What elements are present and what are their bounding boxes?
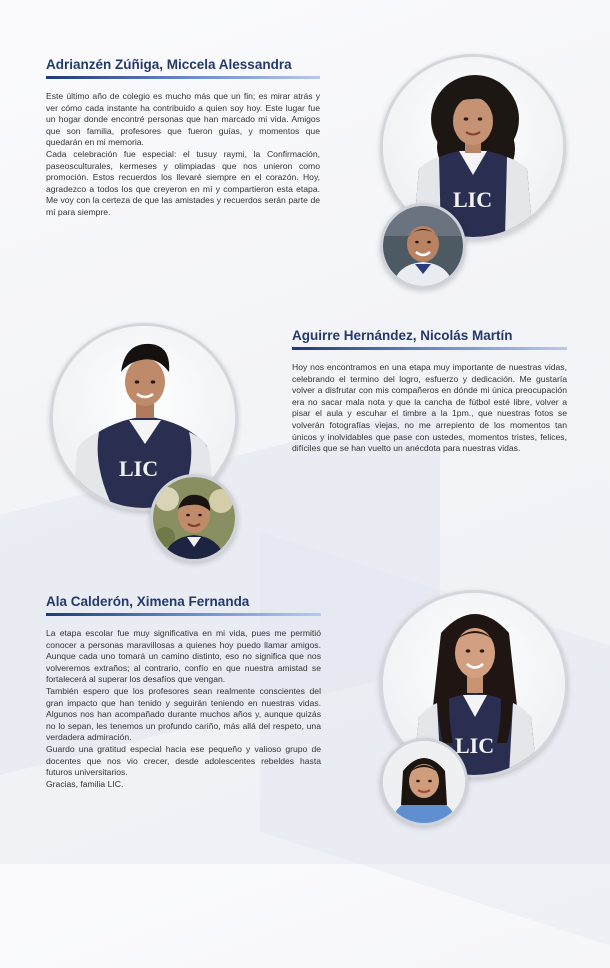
message-paragraph: Hoy nos encontramos en una etapa muy importante de nuestras vidas, celebrando el termino del logro, esfuerzo y dedicación. Me gustaría volver a disfrutar con mis compañeros en dónde mi única preocupación era no sacar mala nota y que la cancha de fútbol esté libre, volver a pisar el aula y escuhar el timbre a la 1pm., que nuestras fotos se volverán fotografías viejas, no me arrepiento de los momentos tan únicos y inolvidables que pase con ustedes, momentos tristes, felices, difíciles que se han vuelto un anécdota para nuestras vidas. [292,362,567,454]
childhood-photo [380,203,466,289]
jacket-logo: LIC [453,187,493,212]
student-name: Ala Calderón, Ximena Fernanda [46,594,250,609]
jacket-logo: LIC [119,456,159,481]
childhood-photo [150,474,238,562]
student-message [292,362,567,455]
message-paragraph: También espero que los profesores sean realmente conscientes del gran impacto que han tenido y seguirán teniendo en nuestras vidas. Algunos nos han acompañado durante muchos años y, aunque quizás no lo sepan, les tenemos un profundo cariño, más allá del respeto, una verdadera admiración. [46,685,321,743]
message-paragraph: Este último año de colegio es mucho más que un fin; es mirar atrás y ver cómo cada instante ha contribuido a quien soy hoy. Este lugar fue un hogar donde encontré personas que han marcado mi vida. Amigos que son familia, profesores que fueron guías, y momentos que quedarán en mi memoria. [46,91,320,148]
message-paragraph: Guardo una gratitud especial hacia ese pequeño y valioso grupo de docentes que nos vio crecer, desde adolescentes rebeldes hasta futuros universitarios. [46,743,321,778]
childhood-photo-icon [153,477,235,559]
student-entry-2 [292,328,567,455]
student-message [46,91,320,219]
message-paragraph: Gracias, familia LIC. [46,778,124,789]
jacket-logo: LIC [455,733,495,758]
student-entry-1 [46,57,320,219]
student-name: Adrianzén Zúñiga, Miccela Alessandra [46,57,292,72]
childhood-photo [380,738,468,826]
message-paragraph: Cada celebración fue especial: el tusuy raymi, la Confirmación, paseosculturales, kermeses y olimpiadas que nos unieron como promoción. Estos recuerdos los llevaré siempre en el corazón. Hoy, agradezco a todos los que creyeron en mí y compartieron esta etapa. Me voy con la certeza de que las amistades y recuerdos serán parte de mí para siempre. [46,148,320,217]
name-underline [46,76,320,79]
name-underline [46,613,321,616]
student-message [46,628,321,790]
student-entry-3 [46,594,321,790]
childhood-photo-icon [383,206,463,286]
student-name: Aguirre Hernández, Nicolás Martín [292,328,513,343]
childhood-photo-icon [383,741,465,823]
name-underline [292,347,567,350]
message-paragraph: La etapa escolar fue muy significativa en mi vida, pues me permitió conocer a personas maravillosas a quienes hoy puedo llamar amigos. Aunque cada uno tomará un camino distinto, eso no significa que nos volveremos extraños; al contrario, confío en que nuestra amistad se fortalecerá al superar los desafíos que vengan. [46,628,321,685]
